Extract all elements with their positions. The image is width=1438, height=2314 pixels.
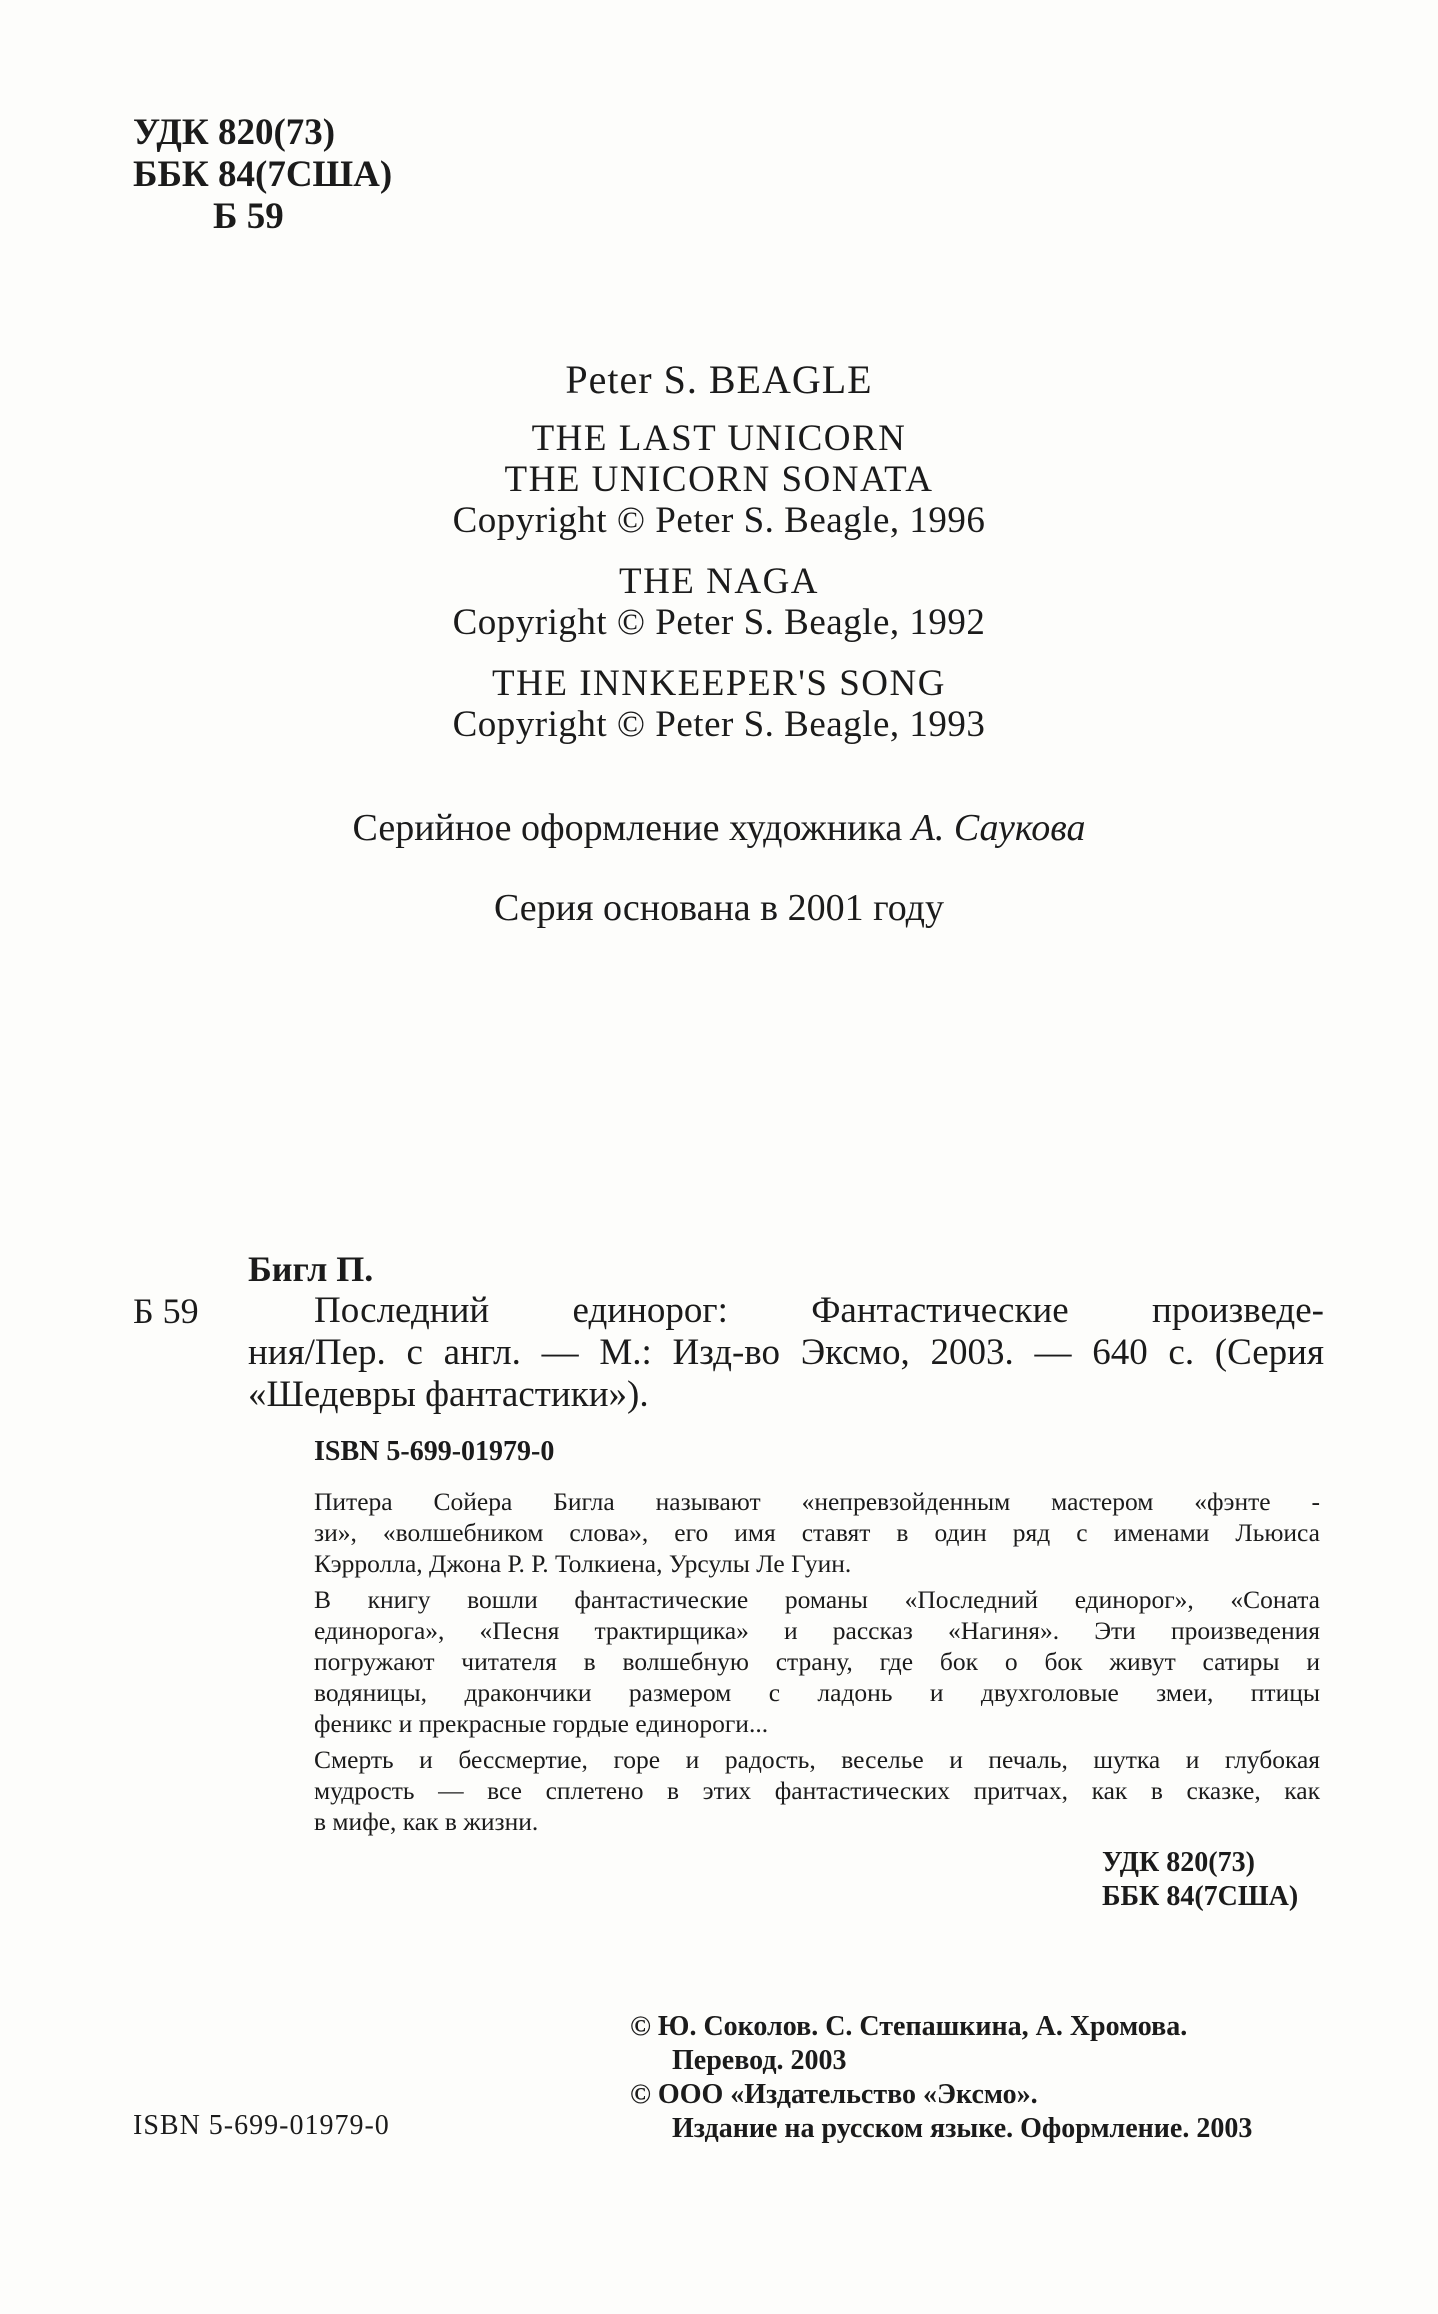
design-credit xyxy=(0,806,1438,850)
annotation-line: Смерть и бессмертие, горе и радость, веселье и печаль, шутка и глубокая xyxy=(314,1745,1320,1774)
work-copyright: Copyright © Peter S. Beagle, 1996 xyxy=(452,500,986,541)
footer-isbn: ISBN 5-699-01979-0 xyxy=(133,2110,390,2141)
work-title: THE INNKEEPER'S SONG xyxy=(492,663,946,704)
annotation-line: единорога», «Песня трактирщика» и рассказ «Нагиня». Эти произведения xyxy=(314,1616,1320,1645)
annotation-line: водяницы, дракончики размером с ладонь и двухголовые змеи, птицы xyxy=(314,1678,1320,1707)
translators-copyright: © Ю. Соколов. С. Степашкина, А. Хромова. xyxy=(630,2011,1188,2042)
annotation-line: мудрость — все сплетено в этих фантастических притчах, как в сказке, как xyxy=(314,1776,1320,1805)
annotation-line: В книгу вошли фантастические романы «Последний единорог», «Соната xyxy=(314,1585,1320,1614)
work-title: THE UNICORN SONATA xyxy=(504,459,934,500)
original-works xyxy=(0,418,1438,745)
work-title: THE NAGA xyxy=(618,561,820,602)
footer-bbk: ББК 84(7США) xyxy=(1102,1881,1299,1912)
work-title: THE LAST UNICORN xyxy=(531,418,907,459)
bib-cipher: Б 59 xyxy=(133,1291,199,1331)
footer-udk: УДК 820(73) xyxy=(1102,1847,1255,1878)
translation-year: Перевод. 2003 xyxy=(672,2045,847,2076)
udk-code: УДК 820(73) xyxy=(133,112,336,153)
bib-author-heading: Бигл П. xyxy=(248,1249,374,1289)
design-credit-artist: А. Саукова xyxy=(911,807,1086,849)
annotation-line: зи», «волшебником слова», его имя ставят в один ряд с именами Льюиса xyxy=(314,1518,1320,1547)
annotation-paragraph xyxy=(314,1744,1320,1837)
copyright-block xyxy=(630,2010,1252,2146)
bib-line: «Шедевры фантастики»). xyxy=(248,1374,649,1415)
annotation-paragraph xyxy=(314,1486,1320,1579)
bib-isbn: ISBN 5-699-01979-0 xyxy=(314,1436,555,1467)
annotation-paragraph xyxy=(314,1584,1320,1739)
annotation-line: погружают читателя в волшебную страну, где бок о бок живут сатиры и xyxy=(314,1647,1320,1676)
bib-description xyxy=(248,1290,1324,1416)
annotation-line: Кэрролла, Джона Р. Р. Толкиена, Урсулы Ле Гуин. xyxy=(314,1549,852,1578)
bib-line: Последний единорог: Фантастические произведе- xyxy=(314,1290,1324,1331)
annotation-line: феникс и прекрасные гордые единороги... xyxy=(314,1709,769,1738)
edition-note: Издание на русском языке. Оформление. 2003 xyxy=(672,2113,1253,2144)
annotation-line: в мифе, как в жизни. xyxy=(314,1807,539,1836)
bbk-code: ББК 84(7США) xyxy=(133,154,393,195)
bib-line: ния/Пер. с англ. — М.: Изд-во Эксмо, 2003. — 640 с. (Серия xyxy=(248,1332,1324,1373)
original-author: Peter S. BEAGLE xyxy=(565,357,873,402)
work-copyright: Copyright © Peter S. Beagle, 1992 xyxy=(452,602,986,643)
design-credit-text: Серийное оформление художника xyxy=(352,807,903,849)
footer-classification xyxy=(1102,1846,1298,1914)
classification-codes xyxy=(133,112,392,238)
annotation-line: Питера Сойера Бигла называют «непревзойденным мастером «фэнте - xyxy=(314,1487,1320,1516)
author-cipher: Б 59 xyxy=(213,196,284,237)
series-founded: Серия основана в 2001 году xyxy=(494,887,944,929)
work-copyright: Copyright © Peter S. Beagle, 1993 xyxy=(452,704,986,745)
publisher-copyright: © ООО «Издательство «Эксмо». xyxy=(630,2079,1038,2110)
